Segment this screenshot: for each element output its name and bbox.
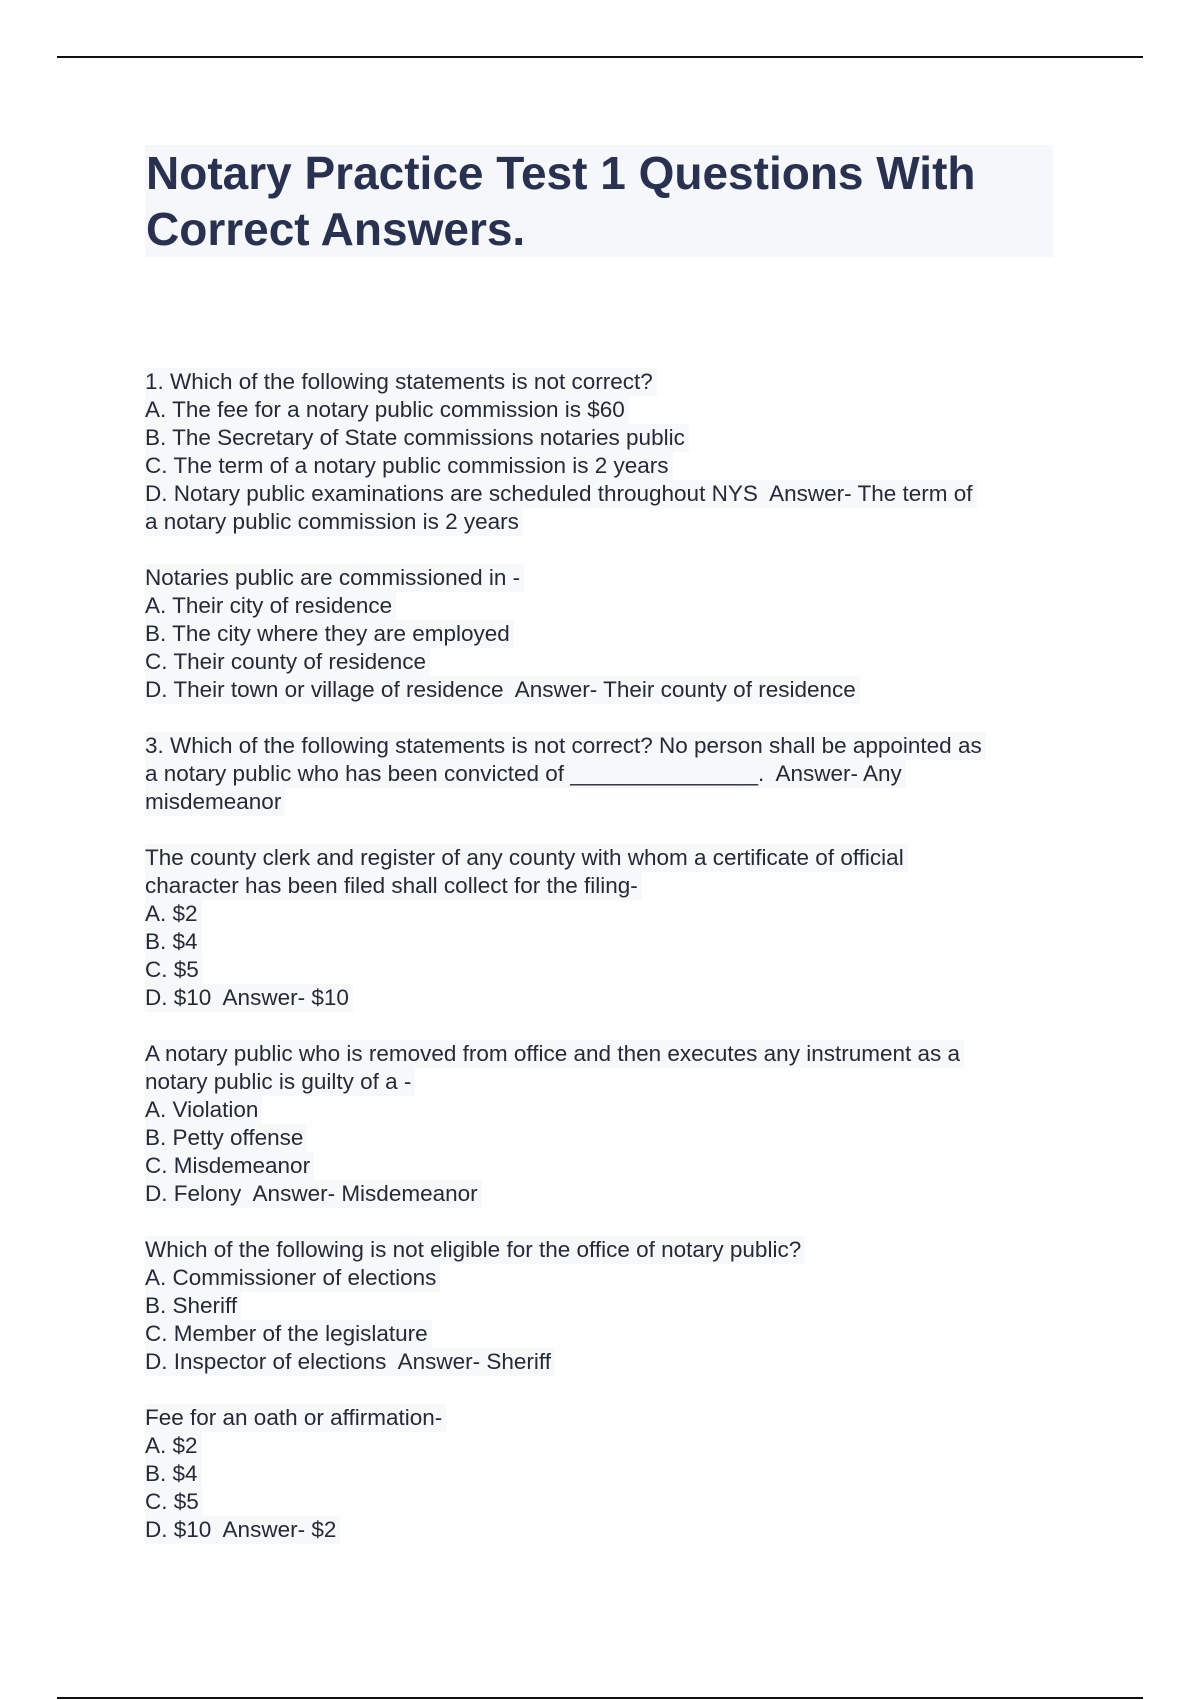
- document-body: [145, 368, 1065, 1572]
- answer-option: A. Commissioner of elections: [145, 1264, 440, 1292]
- answer-option: C. $5: [145, 956, 203, 984]
- title-block: [145, 145, 1053, 257]
- answer-option: A. $2: [145, 900, 202, 928]
- answer-option: D. $10 Answer- $2: [145, 1516, 340, 1544]
- question-block-2: [145, 564, 1065, 704]
- answer-option: C. Member of the legislature: [145, 1320, 432, 1348]
- answer-option: D. $10 Answer- $10: [145, 984, 353, 1012]
- question-block-4: [145, 844, 1065, 1012]
- answer-option: A. Their city of residence: [145, 592, 396, 620]
- question-line: 3. Which of the following statements is not correct? No person shall be appointed as: [145, 732, 986, 760]
- answer-option: A. Violation: [145, 1096, 262, 1124]
- answer-option: B. Sheriff: [145, 1292, 241, 1320]
- answer-option: C. Misdemeanor: [145, 1152, 314, 1180]
- question-block-5: [145, 1040, 1065, 1208]
- question-block-6: [145, 1236, 1065, 1376]
- question-block-1: [145, 368, 1065, 536]
- question-block-3: [145, 732, 1065, 816]
- question-line: A notary public who is removed from office and then executes any instrument as a: [145, 1040, 964, 1068]
- answer-option: B. $4: [145, 928, 202, 956]
- top-divider: [57, 56, 1143, 58]
- question-block-7: [145, 1404, 1065, 1544]
- answer-option: B. Petty offense: [145, 1124, 307, 1152]
- question-line: notary public is guilty of a -: [145, 1068, 415, 1096]
- answer-option: B. The city where they are employed: [145, 620, 514, 648]
- page-title: Notary Practice Test 1 Questions With Correct Answers.: [146, 147, 976, 255]
- question-line: Which of the following is not eligible for the office of notary public?: [145, 1236, 805, 1264]
- question-line: 1. Which of the following statements is not correct?: [145, 368, 657, 396]
- answer-option: B. $4: [145, 1460, 202, 1488]
- answer-option: C. The term of a notary public commission is 2 years: [145, 452, 673, 480]
- question-line: a notary public who has been convicted of _______________. Answer- Any: [145, 760, 906, 788]
- answer-text: misdemeanor: [145, 788, 285, 816]
- answer-option: B. The Secretary of State commissions notaries public: [145, 424, 689, 452]
- answer-option: D. Their town or village of residence Answer- Their county of residence: [145, 676, 860, 704]
- answer-option: D. Felony Answer- Misdemeanor: [145, 1180, 482, 1208]
- answer-option: A. The fee for a notary public commission is $60: [145, 396, 629, 424]
- answer-option: C. Their county of residence: [145, 648, 430, 676]
- answer-option: D. Notary public examinations are scheduled throughout NYS Answer- The term of: [145, 480, 977, 508]
- answer-option: C. $5: [145, 1488, 203, 1516]
- answer-text: a notary public commission is 2 years: [145, 508, 523, 536]
- question-line: character has been filed shall collect for the filing-: [145, 872, 642, 900]
- question-line: Notaries public are commissioned in -: [145, 564, 524, 592]
- bottom-divider: [57, 1697, 1143, 1699]
- answer-option: A. $2: [145, 1432, 202, 1460]
- question-line: Fee for an oath or affirmation-: [145, 1404, 446, 1432]
- answer-option: D. Inspector of elections Answer- Sheriff: [145, 1348, 555, 1376]
- question-line: The county clerk and register of any county with whom a certificate of official: [145, 844, 908, 872]
